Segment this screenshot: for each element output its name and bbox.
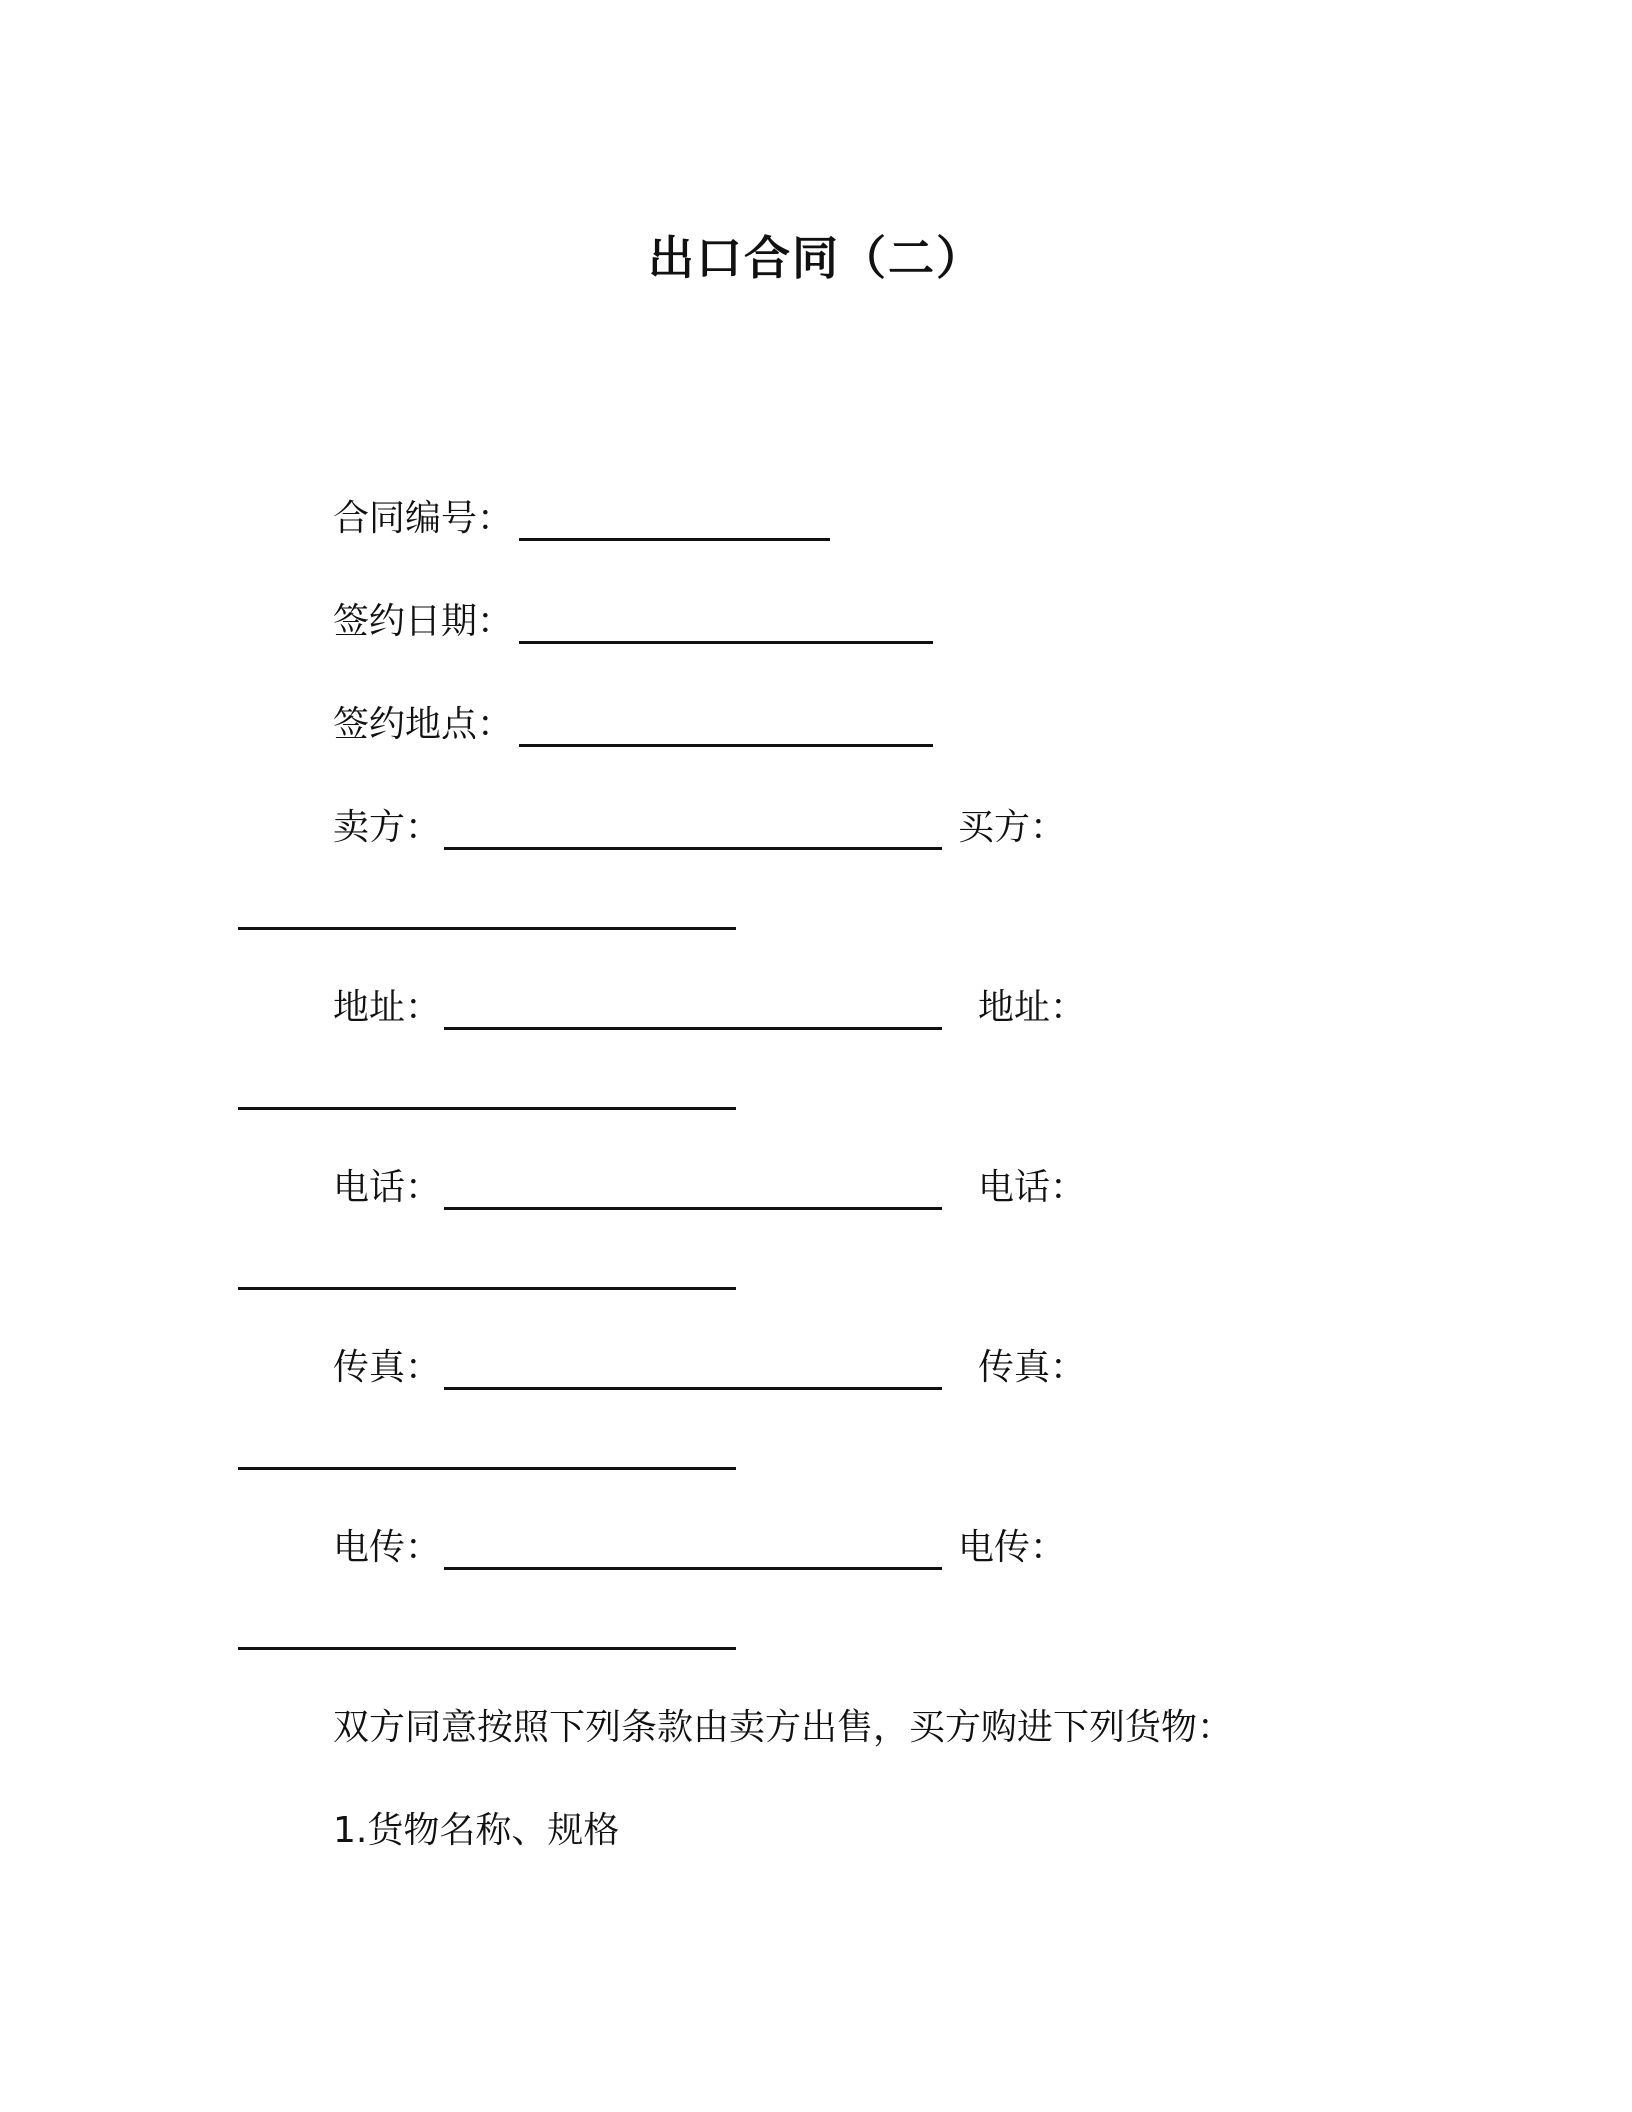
seller-fax-label: 传真： bbox=[333, 1347, 442, 1388]
buyer-phone-blank[interactable] bbox=[238, 1287, 736, 1290]
buyer-fax-label: 传真： bbox=[978, 1347, 1087, 1388]
seller-phone-label: 电话： bbox=[333, 1167, 442, 1208]
buyer-phone-label: 电话： bbox=[978, 1167, 1087, 1208]
buyer-blank[interactable] bbox=[238, 927, 736, 930]
buyer-telex-label: 电传： bbox=[958, 1527, 1067, 1568]
seller-telex-blank[interactable] bbox=[444, 1567, 942, 1570]
seller-label: 卖方： bbox=[333, 807, 442, 848]
sign-date-label: 签约日期： bbox=[333, 601, 514, 642]
sign-place-blank[interactable] bbox=[519, 744, 933, 747]
buyer-fax-blank[interactable] bbox=[238, 1467, 736, 1470]
clause-1-heading: 1.货物名称、规格 bbox=[333, 1810, 620, 1851]
seller-telex-label: 电传： bbox=[333, 1527, 442, 1568]
agreement-paragraph: 双方同意按照下列条款由卖方出售，买方购进下列货物： bbox=[333, 1707, 1234, 1748]
seller-blank[interactable] bbox=[444, 847, 942, 850]
seller-phone-blank[interactable] bbox=[444, 1207, 942, 1210]
buyer-address-blank[interactable] bbox=[238, 1107, 736, 1110]
sign-place-label: 签约地点： bbox=[333, 704, 514, 745]
document-title: 出口合同（二） bbox=[648, 231, 984, 285]
seller-address-blank[interactable] bbox=[444, 1027, 942, 1030]
buyer-telex-blank[interactable] bbox=[238, 1647, 736, 1650]
buyer-address-label: 地址： bbox=[978, 987, 1087, 1028]
contract-number-label: 合同编号： bbox=[333, 498, 514, 539]
seller-address-label: 地址： bbox=[333, 987, 442, 1028]
seller-fax-blank[interactable] bbox=[444, 1387, 942, 1390]
buyer-label: 买方： bbox=[958, 807, 1067, 848]
contract-number-blank[interactable] bbox=[519, 538, 830, 541]
sign-date-blank[interactable] bbox=[519, 641, 933, 644]
